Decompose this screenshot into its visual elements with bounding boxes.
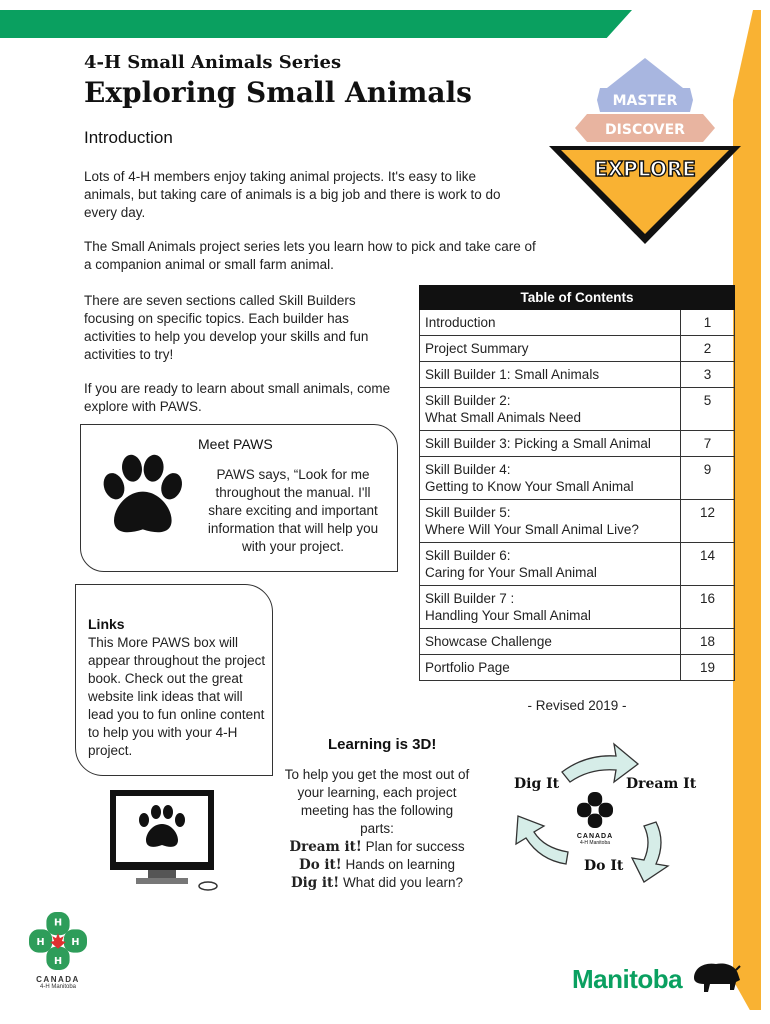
toc-row [420, 500, 735, 543]
svg-text:H: H [53, 917, 63, 929]
toc-entry-page: 9 [681, 457, 735, 500]
toc-entry-page: 2 [681, 336, 735, 362]
do-it-label: Do it! [298, 857, 342, 873]
footer-org-label: 4-H Manitoba [39, 984, 77, 990]
dig-it-label: Dig it! [290, 875, 340, 891]
toc-entry-title: Skill Builder 3: Picking a Small Animal [420, 431, 681, 457]
toc-row [420, 336, 735, 362]
paw-print-icon [96, 452, 186, 542]
cycle-dream-it: Dream It [626, 776, 697, 792]
toc-entry-title: Portfolio Page [420, 655, 681, 681]
revised-note: - Revised 2019 - [527, 698, 627, 713]
svg-text:H: H [591, 806, 599, 816]
toc-entry-page: 16 [681, 586, 735, 629]
meet-paws-text: PAWS says, “Look for me throughout the manual. I'll share exciting and important information that will help you with your project. [207, 467, 379, 554]
toc-row [420, 629, 735, 655]
cycle-org-label: 4-H Manitoba [579, 840, 610, 846]
toc-entry-title: Project Summary [420, 336, 681, 362]
links-text: This More PAWS box will appear throughout the project book. Check out the great website link ideas that will lead you to fun online content to help you with your 4-H project. [88, 635, 266, 758]
toc-entry-title: Skill Builder 7 : Handling Your Small Animal [420, 586, 681, 629]
meet-paws-title: Meet PAWS [198, 436, 273, 452]
toc-entry-title: Skill Builder 6: Caring for Your Small Animal [420, 543, 681, 586]
master-label: MASTER [612, 93, 678, 109]
intro-paragraph-3: There are seven sections called Skill Builders focusing on specific topics. Each builder has activities to help you develop your skills and fun activities to try! [84, 293, 369, 362]
table-of-contents [419, 285, 735, 681]
bison-icon [690, 960, 742, 996]
series-title: 4-H Small Animals Series [84, 52, 342, 73]
discover-label: DISCOVER [605, 122, 685, 138]
dig-it-text: What did you learn? [339, 875, 464, 890]
page-title: Exploring Small Animals [84, 76, 472, 109]
toc-entry-page: 1 [681, 310, 735, 336]
learning-3d-title: Learning is 3D! [328, 736, 437, 753]
toc-row [420, 431, 735, 457]
intro-paragraph-4: If you are ready to learn about small animals, come explore with PAWS. [84, 381, 391, 414]
learning-3d-text [284, 766, 470, 892]
cycle-do-it: Do It [584, 858, 624, 874]
cycle-arrow-right [632, 822, 668, 882]
intro-paragraph-2: The Small Animals project series lets you learn how to pick and take care of a companion animal or small farm animal. [84, 239, 536, 272]
toc-entry-title: Skill Builder 2: What Small Animals Need [420, 388, 681, 431]
toc-row [420, 457, 735, 500]
toc-entry-page: 5 [681, 388, 735, 431]
toc-row [420, 543, 735, 586]
top-green-banner [0, 10, 632, 38]
toc-entry-page: 7 [681, 431, 735, 457]
computer-monitor-icon [108, 788, 228, 892]
intro-heading: Introduction [84, 128, 173, 147]
4h-clover-small-logo [566, 792, 624, 854]
toc-entry-title: Introduction [420, 310, 681, 336]
dream-it-text: Plan for success [361, 839, 465, 854]
manitoba-wordmark: Manitoba [572, 964, 683, 994]
svg-text:H: H [71, 936, 80, 948]
toc-entry-title: Showcase Challenge [420, 629, 681, 655]
intro-paragraph-1: Lots of 4-H members enjoy taking animal projects. It's easy to like animals, but taking care of animals is a big job and there is work to do every day. [84, 169, 501, 220]
toc-entry-title: Skill Builder 5: Where Will Your Small Animal Live? [420, 500, 681, 543]
toc-entry-page: 14 [681, 543, 735, 586]
toc-row [420, 655, 735, 681]
cycle-arrow-left [516, 816, 568, 864]
explore-label: EXPLORE [594, 157, 696, 181]
toc-row [420, 388, 735, 431]
level-triangle [545, 58, 745, 248]
dream-it-label: Dream it! [289, 839, 362, 855]
toc-entry-title: Skill Builder 4: Getting to Know Your Small Animal [420, 457, 681, 500]
toc-row [420, 586, 735, 629]
toc-entry-page: 12 [681, 500, 735, 543]
learning-3d-intro: To help you get the most out of your learning, each project meeting has the following parts: [284, 767, 470, 836]
toc-entry-title: Skill Builder 1: Small Animals [420, 362, 681, 388]
footer-canada-label: CANADA [36, 975, 80, 984]
cycle-dig-it: Dig It [514, 776, 560, 792]
toc-heading: Table of Contents [420, 286, 735, 310]
toc-entry-page: 18 [681, 629, 735, 655]
toc-entry-page: 19 [681, 655, 735, 681]
4h-canada-logo [28, 912, 88, 998]
clover-icon [577, 792, 613, 828]
do-it-text: Hands on learning [341, 857, 456, 872]
svg-text:H: H [36, 936, 45, 948]
toc-entry-page: 3 [681, 362, 735, 388]
toc-row [420, 310, 735, 336]
clover-icon [29, 912, 87, 970]
links-title: Links [88, 616, 125, 632]
cycle-canada-label: CANADA [576, 833, 614, 840]
svg-text:H: H [53, 956, 63, 968]
master-level-shape [607, 58, 683, 88]
toc-row [420, 362, 735, 388]
